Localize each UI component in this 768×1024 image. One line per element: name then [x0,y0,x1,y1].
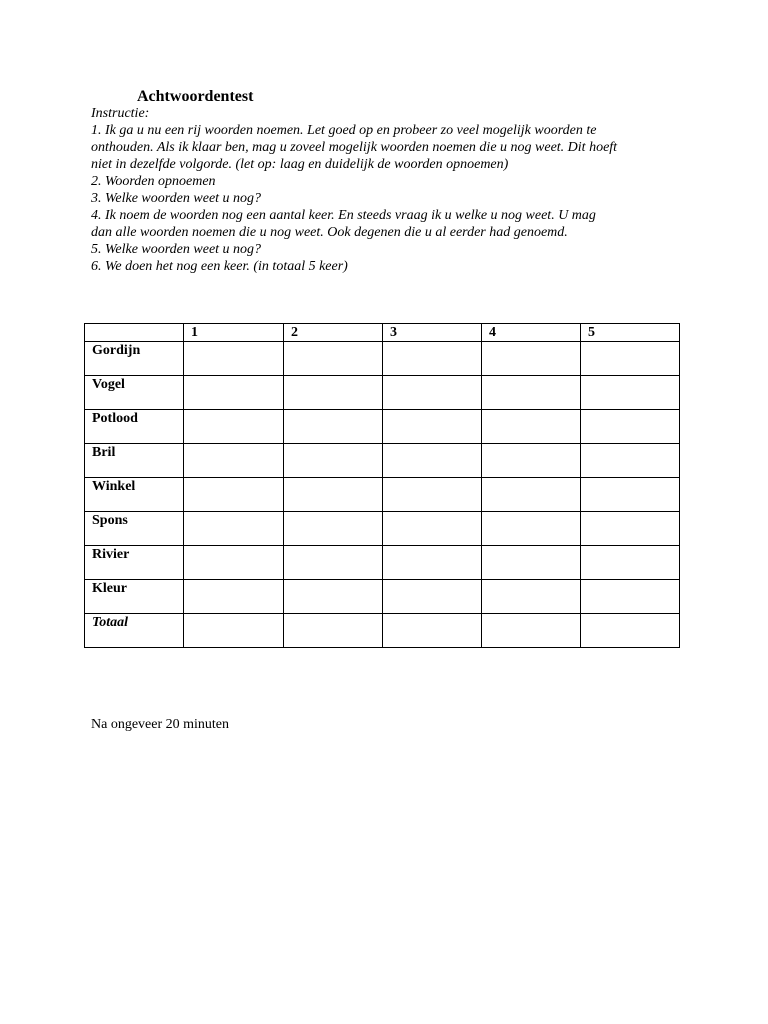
score-cell[interactable] [383,444,482,478]
footer-note: Na ongeveer 20 minuten [91,717,230,732]
score-cell[interactable] [581,512,680,546]
score-cell[interactable] [482,614,581,648]
table-row [85,546,680,580]
table-header-cell: 1 [184,324,284,342]
table-header-row [85,324,680,342]
score-cell[interactable] [184,376,284,410]
score-cell[interactable] [581,580,680,614]
word-label: Bril [85,444,184,478]
score-cell[interactable] [284,546,383,580]
table-header-corner [85,324,184,342]
score-cell[interactable] [482,444,581,478]
score-cell[interactable] [284,376,383,410]
score-cell[interactable] [184,444,284,478]
table-row [85,478,680,512]
score-cell[interactable] [184,580,284,614]
table-header-cell: 3 [383,324,482,342]
table-row [85,342,680,376]
score-cell[interactable] [482,512,581,546]
score-cell[interactable] [284,410,383,444]
score-cell[interactable] [581,376,680,410]
table-header-cell: 4 [482,324,581,342]
table-header-cell: 5 [581,324,680,342]
score-cell[interactable] [383,410,482,444]
score-cell[interactable] [482,342,581,376]
instructions-block [91,105,691,275]
instruction-line: niet in dezelfde volgorde. (let op: laag en duidelijk de woorden opnoemen) [91,157,509,172]
instructions-heading: Instructie: [91,106,150,121]
instruction-line: 3. Welke woorden weet u nog? [91,191,262,206]
word-label: Gordijn [85,342,184,376]
score-cell[interactable] [581,478,680,512]
total-label: Totaal [85,614,184,648]
score-cell[interactable] [284,614,383,648]
word-label: Potlood [85,410,184,444]
word-label: Vogel [85,376,184,410]
score-cell[interactable] [184,512,284,546]
table-row [85,444,680,478]
score-cell[interactable] [284,512,383,546]
score-cell[interactable] [184,410,284,444]
score-cell[interactable] [482,478,581,512]
score-cell[interactable] [581,410,680,444]
word-label: Winkel [85,478,184,512]
score-cell[interactable] [383,342,482,376]
score-table [84,323,680,648]
instruction-line: 5. Welke woorden weet u nog? [91,242,262,257]
word-label: Rivier [85,546,184,580]
score-cell[interactable] [581,342,680,376]
score-cell[interactable] [482,546,581,580]
score-cell[interactable] [284,444,383,478]
score-cell[interactable] [284,342,383,376]
table-row [85,580,680,614]
table-header-cell: 2 [284,324,383,342]
score-cell[interactable] [581,546,680,580]
score-cell[interactable] [383,614,482,648]
score-cell[interactable] [383,478,482,512]
score-cell[interactable] [482,376,581,410]
score-cell[interactable] [284,478,383,512]
table-row [85,376,680,410]
table-row [85,614,680,648]
score-table-body [85,324,680,648]
instruction-line: 4. Ik noem de woorden nog een aantal keer. En steeds vraag ik u welke u nog weet. U mag [91,208,596,223]
score-cell[interactable] [482,410,581,444]
table-row [85,512,680,546]
score-cell[interactable] [482,580,581,614]
score-cell[interactable] [383,376,482,410]
instruction-line: 2. Woorden opnoemen [91,174,216,189]
score-cell[interactable] [581,444,680,478]
score-cell[interactable] [184,614,284,648]
score-cell[interactable] [383,546,482,580]
instruction-line: dan alle woorden noemen die u nog weet. Ook degenen die u al eerder had genoemd. [91,225,568,240]
table-row [85,410,680,444]
score-cell[interactable] [383,580,482,614]
instruction-line: onthouden. Als ik klaar ben, mag u zoveel mogelijk woorden noemen die u nog weet. Dit hoeft [91,140,618,155]
page-title: Achtwoordentest [137,88,254,105]
instruction-line: 1. Ik ga u nu een rij woorden noemen. Let goed op en probeer zo veel mogelijk woorden te [91,123,597,138]
score-cell[interactable] [184,546,284,580]
score-cell[interactable] [284,580,383,614]
word-label: Kleur [85,580,184,614]
instruction-line: 6. We doen het nog een keer. (in totaal 5 keer) [91,259,348,274]
score-cell[interactable] [184,478,284,512]
score-cell[interactable] [383,512,482,546]
score-cell[interactable] [184,342,284,376]
word-label: Spons [85,512,184,546]
score-cell[interactable] [581,614,680,648]
